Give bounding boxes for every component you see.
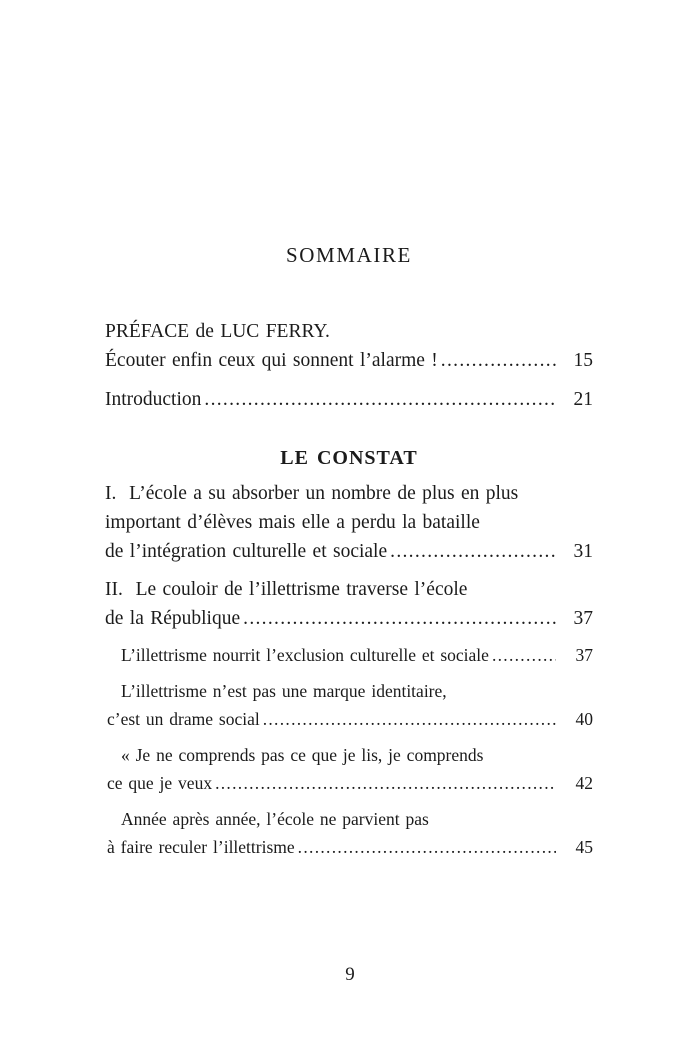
toc-subentry-4 xyxy=(107,805,593,861)
dot-leader xyxy=(390,537,556,566)
toc-entry-line: à faire reculer l’illettrisme xyxy=(107,837,295,857)
toc-entry-row xyxy=(105,346,593,375)
toc-entry-row xyxy=(105,604,593,633)
toc-entry-preface xyxy=(105,317,593,375)
dot-leader xyxy=(263,705,556,733)
page-number: 15 xyxy=(573,350,593,371)
toc-entry-line: L’illettrisme n’est pas une marque identitaire, xyxy=(121,681,447,701)
page-number: 21 xyxy=(573,389,593,410)
toc-entry-line: ce que je veux xyxy=(107,773,213,793)
toc-entry-introduction xyxy=(105,385,593,414)
page-number: 40 xyxy=(575,709,593,729)
toc-entry-row xyxy=(107,641,593,669)
page-number: 37 xyxy=(573,608,593,629)
toc-content xyxy=(105,0,593,861)
dot-leader xyxy=(243,604,556,633)
toc-entry-line: II. Le couloir de l’illettrisme traverse l’école xyxy=(105,579,468,600)
toc-subentry-1 xyxy=(107,641,593,669)
page-number: 42 xyxy=(575,773,593,793)
page-number: 31 xyxy=(573,541,593,562)
dot-leader xyxy=(492,641,556,669)
toc-entry-row xyxy=(105,385,593,414)
page-number: 37 xyxy=(575,645,593,665)
toc-entry-line: L’illettrisme nourrit l’exclusion culturelle et sociale xyxy=(121,645,489,665)
toc-subentry-2 xyxy=(107,677,593,733)
dot-leader xyxy=(215,769,556,797)
toc-entry-line: de l’intégration culturelle et sociale xyxy=(105,541,388,562)
toc-entry-row xyxy=(107,705,593,733)
toc-entry-line: Année après année, l’école ne parvient pas xyxy=(121,809,429,829)
dot-leader xyxy=(204,385,556,414)
folio-page-number: 9 xyxy=(345,964,355,985)
toc-entry-row xyxy=(107,833,593,861)
page-number: 45 xyxy=(575,837,593,857)
toc-subentry-3 xyxy=(107,741,593,797)
toc-entry-item1 xyxy=(105,479,593,566)
toc-entry-line: Écouter enfin ceux qui sonnent l’alarme ! xyxy=(105,350,438,371)
page-title: SOMMAIRE xyxy=(286,243,412,267)
dot-leader xyxy=(298,833,556,861)
dot-leader xyxy=(441,346,556,375)
toc-entry-item2 xyxy=(105,575,593,633)
toc-entry-row xyxy=(105,537,593,566)
toc-entry-row xyxy=(107,769,593,797)
toc-entry-line: important d’élèves mais elle a perdu la bataille xyxy=(105,512,480,533)
toc-entry-line: c’est un drame social xyxy=(107,709,260,729)
section-heading-le-constat: LE CONSTAT xyxy=(280,447,418,469)
toc-entry-line: PRÉFACE de LUC FERRY. xyxy=(105,321,330,342)
toc-entry-line: Introduction xyxy=(105,389,202,410)
toc-entry-line: de la République xyxy=(105,608,241,629)
toc-entry-line: « Je ne comprends pas ce que je lis, je comprends xyxy=(121,745,484,765)
toc-entry-line: I. L’école a su absorber un nombre de plus en plus xyxy=(105,483,519,504)
